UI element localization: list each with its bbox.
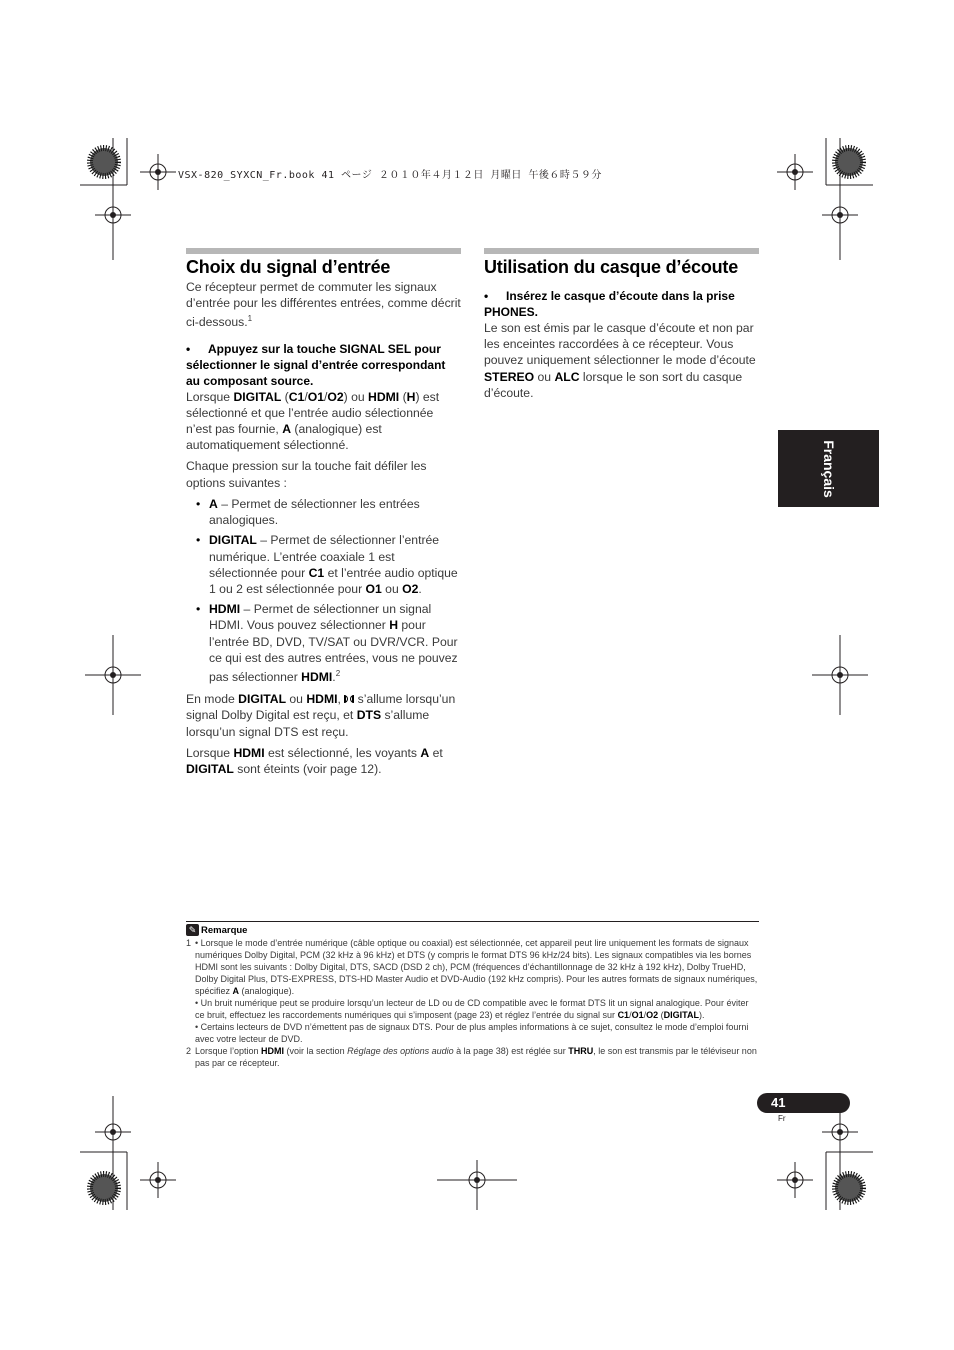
left-step: • Appuyez sur la touche SIGNAL SEL pour sélectionner le signal d’entrée correspondant au composant source.: [186, 341, 446, 388]
page-number-badge: [757, 1093, 850, 1113]
right-column: [484, 288, 760, 406]
right-p1: Le son est émis par le casque d’écoute et non par les enceintes raccordées à ce récepteur. Vous pouvez uniquement sélectionner le mode d’écoute STEREO ou ALC lorsque le son sort du casque d’écoute.: [484, 321, 756, 400]
left-column: [186, 279, 462, 782]
left-p1: Lorsque DIGITAL (C1/O1/O2) ou HDMI (H) est sélectionné et que l’entrée audio sélectionnée n’est pas fournie, A (analogique) est automatiquement sélectionné.: [186, 389, 440, 453]
list-item: • A – Permet de sélectionner les entrées analogiques.: [186, 496, 462, 528]
right-step: • Insérez le casque d’écoute dans la prise PHONES.: [484, 289, 735, 319]
page-number: 41: [771, 1095, 786, 1110]
left-section-title: Choix du signal d’entrée: [186, 257, 391, 277]
list-item: • DIGITAL – Permet de sélectionner l’entrée numérique. L’entrée coaxiale 1 est sélectionnée pour C1 et l’entrée audio optique 1 ou 2 est sélectionnée pour O1 ou O2.: [186, 532, 462, 597]
left-p2: Chaque pression sur la touche fait défiler les options suivantes :: [186, 459, 427, 490]
right-title-bar: [484, 248, 759, 254]
language-tab: [778, 430, 879, 507]
left-intro: Ce récepteur permet de commuter les signaux d’entrée pour les différentes entrées, comme décrit ci-dessous.$^1$: [186, 280, 461, 330]
options-list: [186, 496, 462, 685]
dolby-digital-icon: [344, 695, 354, 703]
list-item: • HDMI – Permet de sélectionner un signal HDMI. Vous pouvez sélectionner H pour l’entrée BD, DVD, TV/SAT ou DVR/VCR. Pour ce qui est des autres entrées, vous ne pouvez pas sélectionner HDMI.$^2$: [186, 601, 462, 685]
language-tab-label: Français: [820, 439, 837, 498]
print-header: VSX-820_SYXCN_Fr.book 41 ページ ２０１０年４月１２日 月曜日 午後６時５９分: [178, 170, 602, 181]
left-p3: En mode DIGITAL ou HDMI, s’allume lorsqu’un signal Dolby Digital est reçu, et DTS s’allume lorsqu’un signal DTS est reçu.: [186, 692, 456, 739]
left-p4: Lorsque HDMI est sélectionné, les voyants A et DIGITAL sont éteints (voir page 12).: [186, 745, 443, 776]
left-title-bar: [186, 248, 461, 254]
note-2: 2 Lorsque l’option HDMI (voir la section Réglage des options audio à la page 38) est réglée sur THRU, le son est transmis par le téléviseur non pas par ce récepteur.: [186, 1046, 757, 1068]
note-heading: ✎ Remarque: [186, 924, 247, 936]
pencil-icon: ✎: [186, 924, 199, 936]
notes: [186, 937, 760, 1069]
note-1: 1 • Lorsque le mode d’entrée numérique (câble optique ou coaxial) est sélectionnée, cet appareil peut lire uniquement les formats de signaux numériques Dolby Digital, PCM (32 kHz à 96 kHz) et DTS (y compris le format DTS 96 kHz/24 bits). Les signaux compatibles via les bornes HDMI sont les suivants : Dolby Digital, DTS, SACD (DSD 2 ch), PCM (fréquences d’échantillonnage de 32 kHz à 192 kHz), Dolby TrueHD, Dolby Digital Plus, DTS-EXPRESS, DTS-HD Master Audio et DVD-Audio (192 kHz compris). Pour les autres formats de signaux numériques, spécifiez A (analogique). • Un bruit numérique peut se produire lorsqu’un lecteur de LD ou de CD compatible avec le format DTS lit un signal analogique. Pour éviter ce bruit, effectuez les raccordements numériques qui s’imposent (page 23) et réglez l’entrée du signal sur C1/O1/O2 (DIGITAL). • Certains lecteurs de DVD n’émettent pas de signaux DTS. Pour de plus amples informations à ce sujet, consultez le mode d’emploi fourni avec votre lecteur de DVD.: [186, 938, 758, 1044]
page-lang-code: Fr: [778, 1114, 786, 1123]
note-divider: [186, 921, 759, 922]
right-section-title: Utilisation du casque d’écoute: [484, 257, 739, 277]
